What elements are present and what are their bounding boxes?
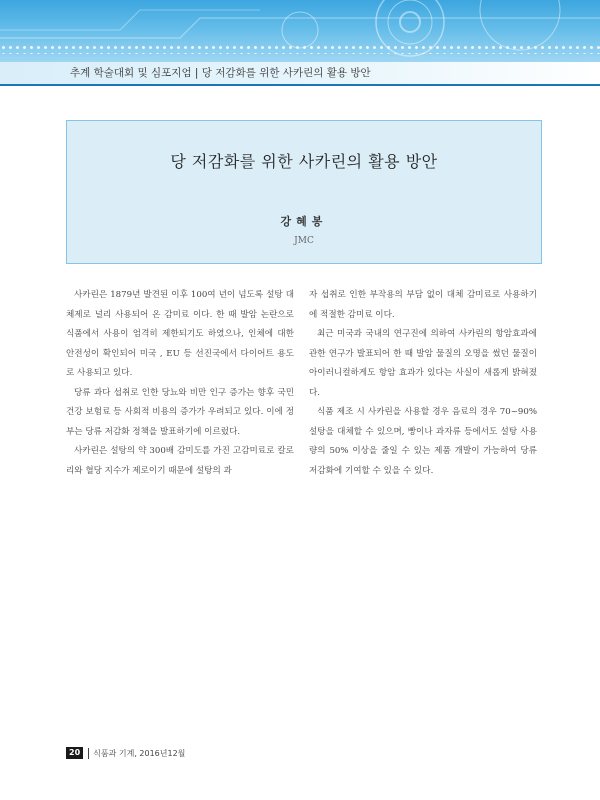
dot-pattern — [0, 44, 600, 54]
paragraph: 최근 미국과 국내의 연구진에 의하여 사카린의 항암효과에 관한 연구가 발표되어 한 때 발암 물질의 오명을 썼던 물질이 아이러니컬하게도 항암 효과가 있다는 사실이 새롭게 밝혀졌다. — [309, 329, 537, 398]
page-footer — [66, 746, 185, 760]
article-title: 당 저감화를 위한 사카린의 활용 방안 — [170, 152, 438, 171]
body-right-column — [309, 286, 537, 481]
title-box — [66, 120, 542, 264]
journal-issue: 식품과 기계, 2016년12월 — [93, 748, 186, 758]
article-author: 강혜봉 — [280, 215, 328, 228]
page-number: 20 — [66, 747, 83, 759]
author-affiliation: JMC — [294, 236, 314, 246]
running-head: 추계 학술대회 및 심포지엄 | 당 저감화를 위한 사카린의 활용 방안 — [70, 67, 371, 79]
footer-separator — [88, 748, 89, 759]
paragraph: 자 섭취로 인한 부작용의 부담 없이 대체 감미료로 사용하기에 적절한 감미료 이다. — [309, 290, 537, 320]
paragraph: 당류 과다 섭취로 인한 당뇨와 비만 인구 증가는 향후 국민 건강 보험료 등 사회적 비용의 증가가 우려되고 있다. 이에 정부는 당류 저감화 정책을 발표하기에 이르렀다. — [66, 387, 294, 437]
header-divider — [0, 84, 600, 86]
paragraph: 사카린은 설탕의 약 300배 감미도를 가진 고감미료로 칼로리와 혈당 지수가 제로이기 때문에 설탕의 과 — [66, 446, 294, 476]
body-left-column — [66, 286, 294, 481]
paragraph: 사카린은 1879년 발견된 이후 100여 년이 넘도록 설탕 대체제로 널리 사용되어 온 감미료 이다. 한 때 발암 논란으로 식품에서 사용이 엄격히 제한되기도 하였으나, 인체에 대한 안전성이 확인되어 미국 , EU 등 선진국에서 다이어트 용도로 사용되고 있다. — [66, 290, 294, 378]
paragraph: 식품 제조 시 사카린을 사용할 경우 음료의 경우 70~90% 설탕을 대체할 수 있으며, 빵이나 과자류 등에서도 설탕 사용량의 50% 이상을 줄일 수 있는 제품 개발이 가능하여 당류 저감화에 기여할 수 있을 수 있다. — [309, 407, 537, 476]
header-banner — [0, 0, 600, 62]
